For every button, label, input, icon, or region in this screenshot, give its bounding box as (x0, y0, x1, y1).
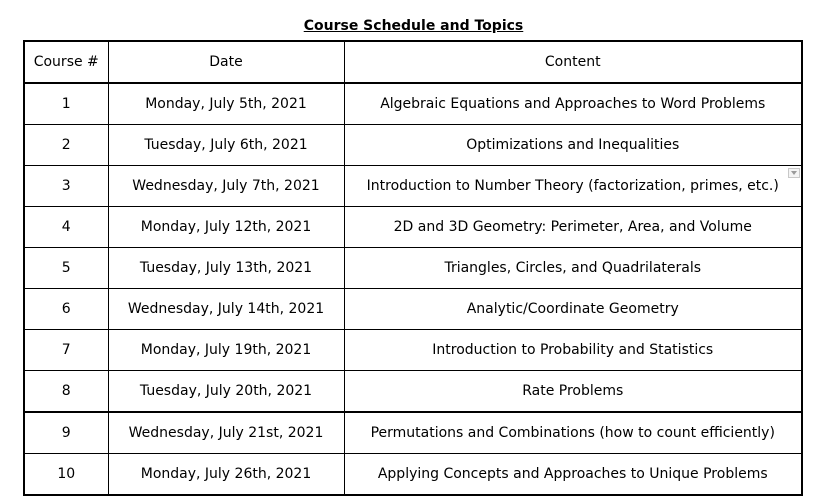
table-row (24, 248, 802, 289)
chevron-down-icon[interactable] (788, 168, 800, 178)
course-number-cell[interactable]: 6 (24, 289, 108, 330)
content-cell[interactable]: Algebraic Equations and Approaches to Word Problems (344, 83, 802, 125)
content-cell-wrapper (345, 166, 802, 206)
table-row (24, 371, 802, 413)
table-row (24, 454, 802, 496)
table-row (24, 166, 802, 207)
content-cell[interactable]: 2D and 3D Geometry: Perimeter, Area, and Volume (344, 207, 802, 248)
content-cell[interactable]: Triangles, Circles, and Quadrilaterals (344, 248, 802, 289)
course-number-cell[interactable]: 4 (24, 207, 108, 248)
course-number-cell[interactable]: 2 (24, 125, 108, 166)
course-number-cell[interactable]: 5 (24, 248, 108, 289)
content-cell[interactable]: Introduction to Probability and Statistics (344, 330, 802, 371)
course-schedule-table (23, 40, 803, 496)
table-row (24, 412, 802, 454)
content-cell-text: Introduction to Number Theory (factorization, primes, etc.) (366, 178, 779, 194)
date-cell[interactable]: Wednesday, July 7th, 2021 (108, 166, 344, 207)
date-cell[interactable]: Monday, July 12th, 2021 (108, 207, 344, 248)
content-cell[interactable] (344, 166, 802, 207)
content-cell[interactable]: Optimizations and Inequalities (344, 125, 802, 166)
content-cell[interactable]: Applying Concepts and Approaches to Unique Problems (344, 454, 802, 496)
table-row (24, 83, 802, 125)
content-cell[interactable]: Permutations and Combinations (how to count efficiently) (344, 412, 802, 454)
table-row (24, 125, 802, 166)
course-number-cell[interactable]: 7 (24, 330, 108, 371)
course-number-cell[interactable]: 9 (24, 412, 108, 454)
course-number-cell[interactable]: 1 (24, 83, 108, 125)
table-header-row (24, 41, 802, 83)
date-cell[interactable]: Monday, July 19th, 2021 (108, 330, 344, 371)
content-cell[interactable]: Analytic/Coordinate Geometry (344, 289, 802, 330)
header-content[interactable]: Content (344, 41, 802, 83)
date-cell[interactable]: Monday, July 5th, 2021 (108, 83, 344, 125)
date-cell[interactable]: Tuesday, July 13th, 2021 (108, 248, 344, 289)
table-row (24, 289, 802, 330)
header-course-number[interactable]: Course # (24, 41, 108, 83)
date-cell[interactable]: Tuesday, July 20th, 2021 (108, 371, 344, 413)
course-number-cell[interactable]: 3 (24, 166, 108, 207)
date-cell[interactable]: Tuesday, July 6th, 2021 (108, 125, 344, 166)
date-cell[interactable]: Monday, July 26th, 2021 (108, 454, 344, 496)
date-cell[interactable]: Wednesday, July 14th, 2021 (108, 289, 344, 330)
content-cell[interactable]: Rate Problems (344, 371, 802, 413)
table-row (24, 330, 802, 371)
course-number-cell[interactable]: 8 (24, 371, 108, 413)
date-cell[interactable]: Wednesday, July 21st, 2021 (108, 412, 344, 454)
course-number-cell[interactable]: 10 (24, 454, 108, 496)
header-date[interactable]: Date (108, 41, 344, 83)
table-row (24, 207, 802, 248)
document-title: Course Schedule and Topics (303, 18, 524, 34)
